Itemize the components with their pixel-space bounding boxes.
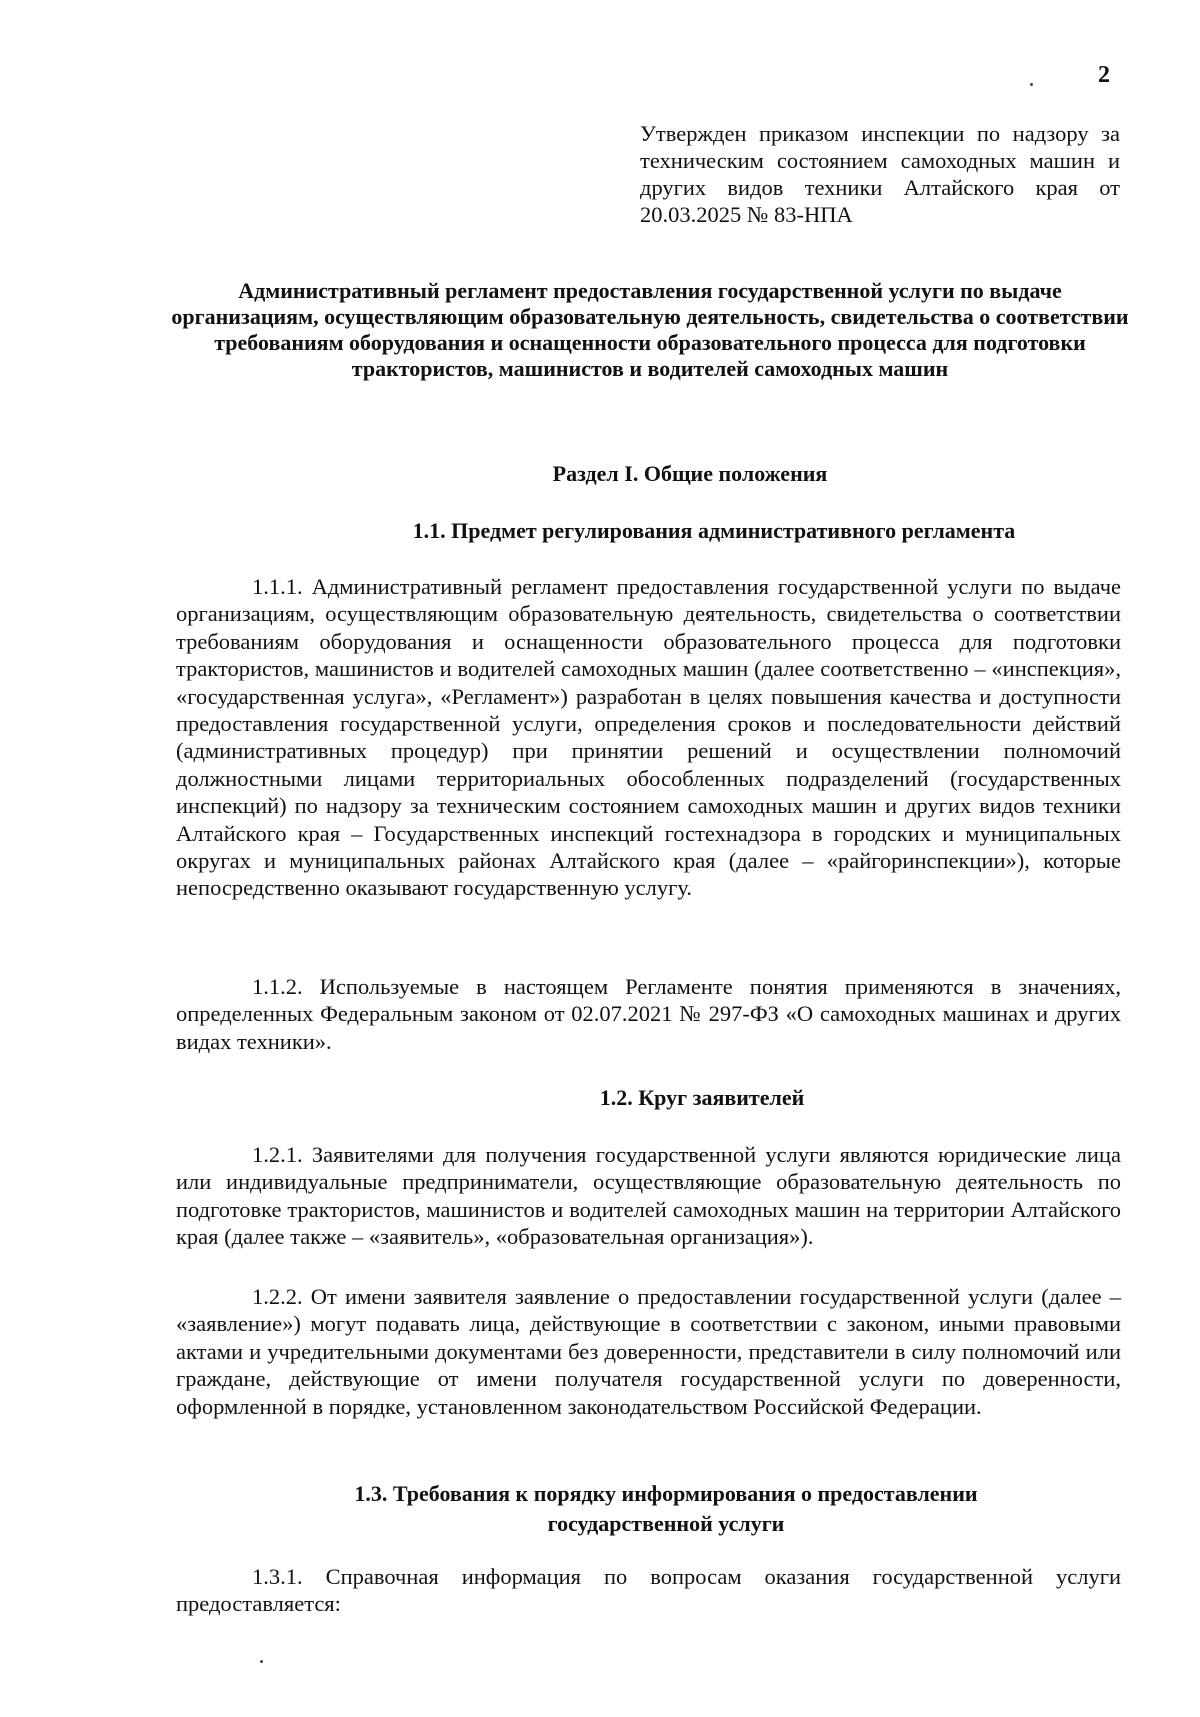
subsection-1-1-heading: 1.1. Предмет регулирования административного регламента xyxy=(412,518,1016,543)
scan-speck xyxy=(260,1660,263,1663)
subsection-1-3-heading: 1.3. Требования к порядку информирования о предоставлении государственной услуги xyxy=(354,1481,978,1536)
paragraph-1-3-1: 1.3.1. Справочная информация по вопросам оказания государственной услуги предоставляется: xyxy=(176,1564,1121,1617)
document-title: Административный регламент предоставления государственной услуги по выдаче организациям, осуществляющим образовательную деятельность, свидетельства о соответствии требованиям оборудования и оснащенности образовательного процесса для подготовки трактористов, машинистов и водителей самоходных машин xyxy=(171,278,1129,381)
approval-note: Утвержден приказом инспекции по надзору за техническим состоянием самоходных машин и других видов техники Алтайского края от 20.03.2025 № 83-НПА xyxy=(640,121,1120,227)
paragraph-1-2-1: 1.2.1. Заявителями для получения государственной услуги являются юридические лица или индивидуальные предприниматели, осуществляющие образовательную деятельность по подготовке трактористов, машинистов и водителей самоходных машин на территории Алтайского края (далее также – «заявитель», «образовательная организация»). xyxy=(176,1142,1121,1250)
subsection-1-2-heading: 1.2. Круг заявителей xyxy=(599,1085,805,1110)
section-1-heading: Раздел I. Общие положения xyxy=(552,461,828,486)
page-number: 2 xyxy=(1098,62,1110,88)
paragraph-1-2-2: 1.2.2. От имени заявителя заявление о предоставлении государственной услуги (далее – «заявление») могут подавать лица, действующие в соответствии с законом, иными правовыми актами и учредительными документами без доверенности, представители в силу полномочий или граждане, действующие от имени получателя государственной услуги по доверенности, оформленной в порядке, установленном законодательством Российской Федерации. xyxy=(176,1284,1121,1419)
scan-speck xyxy=(1030,83,1033,86)
paragraph-1-1-1: 1.1.1. Административный регламент предоставления государственной услуги по выдаче организациям, осуществляющим образовательную деятельность, свидетельства о соответствии требованиям оборудования и оснащенности образовательного процесса для подготовки трактористов, машинистов и водителей самоходных машин (далее соответственно – «инспекция», «государственная услуга», «Регламент») разработан в целях повышения качества и доступности предоставления государственной услуги, определения сроков и последовательности действий (административных процедур) при принятии решений и осуществлении полномочий должностными лицами территориальных обособленных подразделений (государственных инспекций) по надзору за техническим состоянием самоходных машин и других видов техники Алтайского края – Государственных инспекций гостехнадзора в городских и муниципальных округах и муниципальных районах Алтайского края (далее – «райгоринспекции»), которые непосредственно оказывают государственную услугу. xyxy=(176,574,1121,901)
paragraph-1-1-2: 1.1.2. Используемые в настоящем Регламенте понятия применяются в значениях, определенных Федеральным законом от 02.07.2021 № 297-ФЗ «О самоходных машинах и других видах техники». xyxy=(176,974,1121,1054)
